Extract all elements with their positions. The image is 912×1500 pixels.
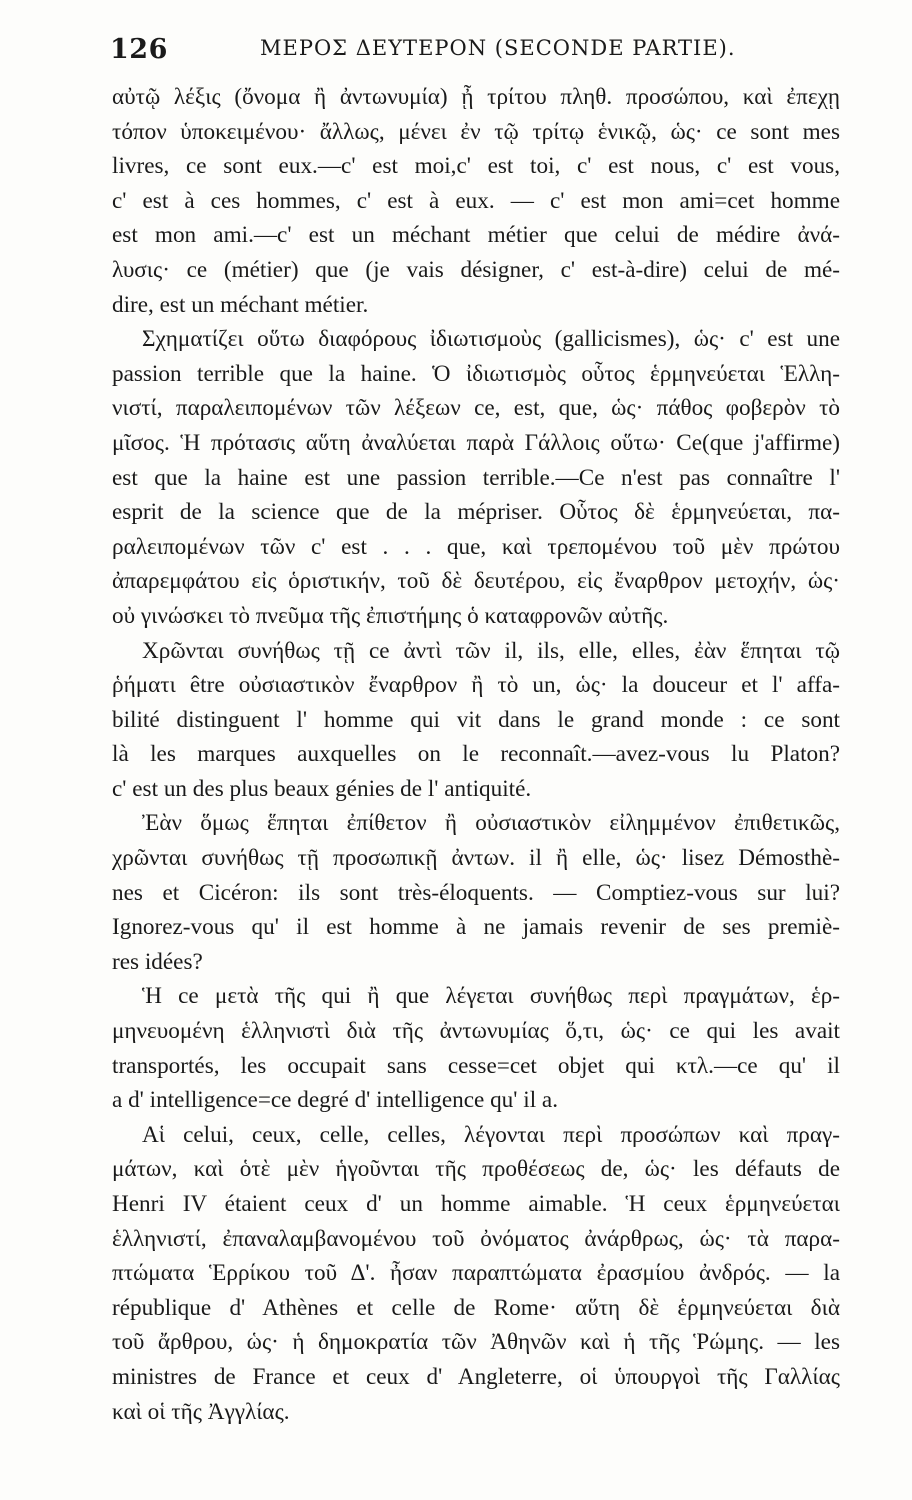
text-line: république d' Athènes et celle de Rome· αὕτη δὲ ἑρμηνεύεται διὰ xyxy=(112,1294,840,1321)
text-line: c' est à ces hommes, c' est à eux. — c' est mon ami=cet homme xyxy=(112,187,840,214)
text-line: transportés, les occupait sans cesse=cet objet qui κτλ.—ce qu' il xyxy=(112,1052,840,1079)
text-line: nes et Cicéron: ils sont très-éloquents. — Comptiez-vous sur lui? xyxy=(112,879,840,906)
page-header xyxy=(110,34,810,68)
text-line: Ignorez-vous qu' il est homme à ne jamais revenir de ses premiè- xyxy=(112,914,840,941)
paragraph-2 xyxy=(112,322,840,633)
text-line: λυσις· ce (métier) que (je vais désigner, c' est-à-dire) celui de mé- xyxy=(112,256,840,283)
text-line: μῖσος. Ἡ πρότασις αὕτη ἀναλύεται παρὰ Γάλλοις οὕτω· Ce(que j'affirme) xyxy=(112,429,840,456)
text-line: Henri IV étaient ceux d' un homme aimable. Ἡ ceux ἑρμηνεύεται xyxy=(112,1191,840,1217)
paragraph-6 xyxy=(112,1118,840,1429)
text-line: ministres de France et ceux d' Angleterre, οἱ ὑπουργοὶ τῆς Γαλλίας xyxy=(112,1363,840,1390)
text-line: Ἐὰν ὅμως ἕπηται ἐπίθετον ἢ οὐσιαστικὸν εἰλημμένον ἐπιθετικῶς, xyxy=(142,810,840,837)
text-line: Αἱ celui, ceux, celle, celles, λέγονται περὶ προσώπων καὶ πραγ- xyxy=(142,1121,840,1148)
text-line: ῥήματι être οὐσιαστικὸν ἔναρθρον ἢ τὸ un, ὡς· la douceur et l' affa- xyxy=(112,672,840,699)
text-line: νιστί, παραλειπομένων τῶν λέξεων ce, est, que, ὡς· πάθος φοβερὸν τὸ xyxy=(112,395,840,422)
paragraph-4 xyxy=(112,806,840,979)
text-line: ἑλληνιστί, ἐπαναλαμβανομένου τοῦ ὀνόματος ἀνάρθρως, ὡς· τὰ παρα- xyxy=(112,1225,840,1252)
text-line: Σχηματίζει οὕτω διαφόρους ἰδιωτισμοὺς (gallicismes), ὡς· c' est une xyxy=(142,326,840,353)
paragraph-3 xyxy=(112,634,840,807)
paragraph-1 xyxy=(112,80,840,322)
text-line: dire, est un méchant métier. xyxy=(112,291,369,318)
text-line: χρῶνται συνήθως τῇ προσωπικῇ ἀντων. il ἢ elle, ὡς· lisez Démosthè- xyxy=(112,845,840,872)
text-line: οὐ γινώσκει τὸ πνεῦμα τῆς ἐπιστήμης ὁ καταφρονῶν αὐτῆς. xyxy=(112,602,669,629)
text-line: τοῦ ἄρθρου, ὡς· ἡ δημοκρατία τῶν Ἀθηνῶν καὶ ἡ τῆς Ῥώμης. — les xyxy=(112,1329,840,1356)
running-title: ΜΕΡΟΣ ΔΕΥΤΕΡΟΝ (SECONDE PARTIE). xyxy=(260,36,736,60)
text-line: μηνευομένη ἑλληνιστὶ διὰ τῆς ἀντωνυμίας ὅ,τι, ὡς· ce qui les avait xyxy=(112,1018,840,1045)
text-line: ραλειπομένων τῶν c' est . . . que, καὶ τρεπομένου τοῦ μὲν πρώτου xyxy=(112,533,840,560)
text-line: Ἡ ce μετὰ τῆς qui ἢ que λέγεται συνήθως περὶ πραγμάτων, ἑρ- xyxy=(142,983,840,1010)
page-number: 126 xyxy=(110,34,168,65)
paragraph-5 xyxy=(112,979,840,1117)
text-line: livres, ce sont eux.—c' est moi,c' est toi, c' est nous, c' est vous, xyxy=(112,153,840,180)
text-line: ἀπαρεμφάτου εἰς ὁριστικήν, τοῦ δὲ δευτέρου, εἰς ἔναρθρον μετοχήν, ὡς· xyxy=(112,568,840,595)
text-line: là les marques auxquelles on le reconnaît.—avez-vous lu Platon? xyxy=(112,741,840,768)
text-line: bilité distinguent l' homme qui vit dans le grand monde : ce sont xyxy=(112,706,840,733)
text-line: esprit de la science que de la mépriser. Οὗτος δὲ ἑρμηνεύεται, πα- xyxy=(112,499,840,526)
text-line: Χρῶνται συνήθως τῇ ce ἀντὶ τῶν il, ils, elle, elles, ἐὰν ἕπηται τῷ xyxy=(142,637,840,664)
text-line: μάτων, καὶ ὁτὲ μὲν ἡγοῦνται τῆς προθέσεως de, ὡς· les défauts de xyxy=(112,1156,840,1183)
text-line: a d' intelligence=ce degré d' intelligence qu' il a. xyxy=(112,1087,559,1114)
body-text xyxy=(112,80,840,1429)
text-line: est mon ami.—c' est un méchant métier que celui de médire ἀνά- xyxy=(112,222,840,249)
text-line: αὐτῷ λέξις (ὄνομα ἢ ἀντωνυμία) ᾖ τρίτου πληθ. προσώπου, καὶ ἐπεχῃ xyxy=(112,84,840,110)
text-line: passion terrible que la haine. Ὁ ἰδιωτισμὸς οὗτος ἑρμηνεύεται Ἑλλη- xyxy=(112,360,840,387)
text-line: res idées? xyxy=(112,948,203,975)
text-line: est que la haine est une passion terrible.—Ce n'est pas connaître l' xyxy=(112,464,840,491)
text-line: καὶ οἱ τῆς Ἀγγλίας. xyxy=(112,1398,290,1425)
text-line: τόπον ὑποκειμένου· ἄλλως, μένει ἐν τῷ τρίτῳ ἑνικῷ, ὡς· ce sont mes xyxy=(112,118,840,145)
text-line: c' est un des plus beaux génies de l' antiquité. xyxy=(112,775,532,802)
text-line: πτώματα Ἑρρίκου τοῦ Δ'. ἦσαν παραπτώματα ἐρασμίου ἀνδρός. — la xyxy=(112,1260,840,1287)
